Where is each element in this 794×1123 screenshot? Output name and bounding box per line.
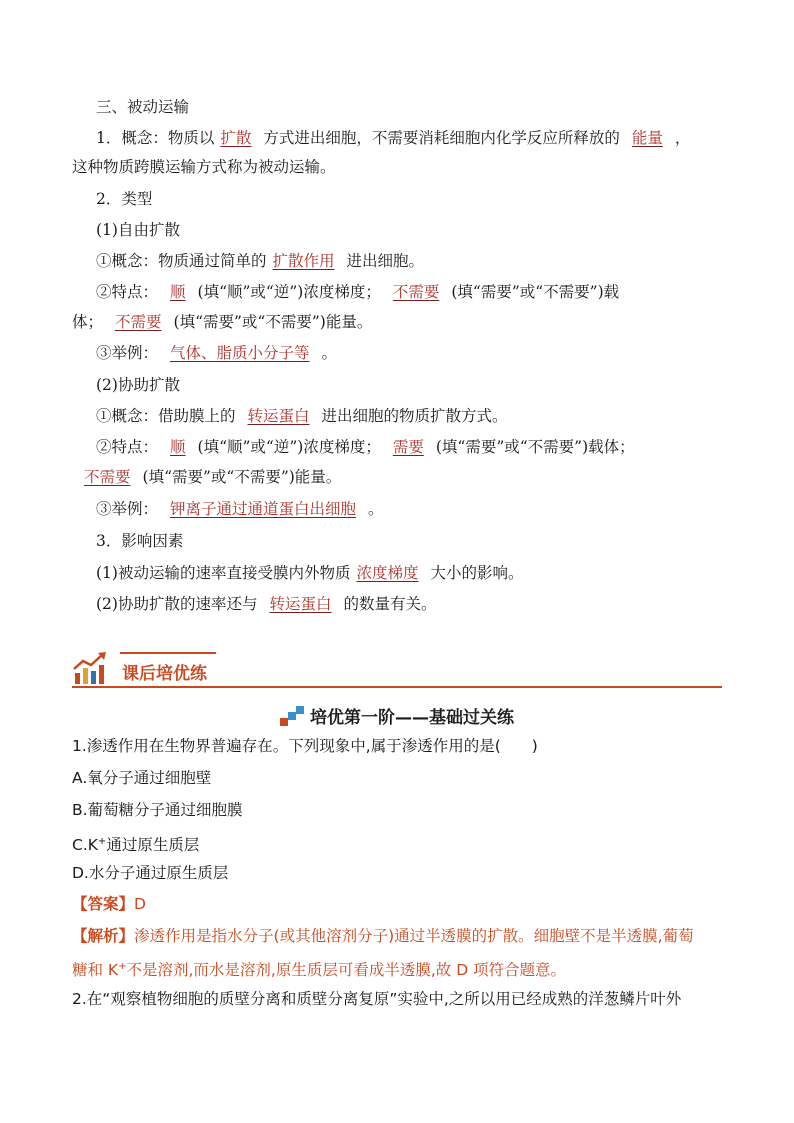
fac-feature-line: ②特点： 顺 (填“顺”或“逆”)浓度梯度； 需要 (填“需要”或“不需要”)载体； (96, 438, 635, 456)
blank-10: 需要 (392, 438, 424, 456)
q1-analysis-2: 糖和 K+不是溶剂,而水是溶剂,原生质层可看成半透膜,故 D 项符合题意。 (72, 961, 567, 980)
blank-4: 顺 (170, 283, 186, 301)
growth-chart-icon (72, 651, 108, 685)
factor-1-line: (1)被动运输的速率直接受膜内外物质 浓度梯度 大小的影响。 (96, 564, 524, 582)
fac-concept-line: ①概念：借助膜上的 转运蛋白 进出细胞的物质扩散方式。 (96, 407, 508, 425)
blank-11: 不需要 (84, 468, 131, 486)
free-diffusion-title: (1)自由扩散 (96, 221, 180, 239)
blank-13: 浓度梯度 (356, 564, 419, 582)
free-example-line: ③举例： 气体、脂质小分子等 。 (96, 344, 338, 362)
facilitated-diffusion-title: (2)协助扩散 (96, 376, 180, 394)
fac-example-line: ③举例： 钾离子通过通道蛋白出细胞 。 (96, 500, 384, 518)
factors-heading: 3．影响因素 (96, 532, 184, 550)
types-heading: 2．类型 (96, 190, 153, 208)
q1-option-d: D.水分子通过原生质层 (72, 864, 229, 882)
q1-option-c: C.K+通过原生质层 (72, 836, 200, 855)
blank-2: 能量 (631, 129, 663, 147)
free-feature-line: ②特点： 顺 (填“顺”或“逆”)浓度梯度； 不需要 (填“需要”或“不需要”)载 (96, 283, 620, 301)
fac-feature-line-2: 不需要 (填“需要”或“不需要”)能量。 (72, 466, 341, 488)
blank-5: 不需要 (392, 283, 440, 301)
subsection-header (0, 703, 794, 728)
section-title: 课后培优练 (122, 664, 207, 684)
free-feature-line-2: 体； 不需要 (填“需要”或“不需要”)能量。 (72, 313, 373, 331)
q1-analysis: 【解析】渗透作用是指水分子(或其他溶剂分子)通过半透膜的扩散。细胞壁不是半透膜,葡萄 (72, 927, 694, 945)
header-accent-line (120, 652, 216, 654)
blank-14: 转运蛋白 (269, 595, 332, 613)
blank-1: 扩散 (220, 129, 252, 147)
q1-answer: 【答案】D (72, 895, 146, 913)
blank-7: 气体、脂质小分子等 (170, 344, 310, 362)
blank-9: 顺 (170, 438, 186, 456)
blank-3: 扩散作用 (272, 252, 335, 270)
factor-2-line: (2)协助扩散的速率还与 转运蛋白 的数量有关。 (96, 595, 437, 613)
concept-line: 1．概念：物质以 扩散 方式进出细胞，不需要消耗细胞内化学反应所释放的 能量 ， (96, 129, 691, 147)
free-concept-line: ①概念：物质通过简单的 扩散作用 进出细胞。 (96, 252, 425, 270)
steps-icon (280, 706, 304, 726)
q2-stem: 2.在“观察植物细胞的质壁分离和质壁分离复原”实验中,之所以用已经成熟的洋葱鳞片叶外 (72, 990, 682, 1008)
section-header (72, 650, 722, 688)
subsection-title: 培优第一阶——基础过关练 (310, 708, 514, 728)
blank-12: 钾离子通过通道蛋白出细胞 (170, 500, 357, 518)
concept-line-2: 这种物质跨膜运输方式称为被动运输。 (72, 158, 336, 176)
header-rule (72, 686, 722, 688)
blank-6: 不需要 (115, 313, 162, 331)
passive-heading: 三、被动运输 (96, 98, 190, 116)
q1-option-b: B.葡萄糖分子通过细胞膜 (72, 801, 243, 819)
q1-stem: 1.渗透作用在生物界普遍存在。下列现象中,属于渗透作用的是( ) (72, 737, 538, 755)
blank-8: 转运蛋白 (247, 407, 310, 425)
q1-option-a: A.氧分子通过细胞壁 (72, 769, 212, 787)
